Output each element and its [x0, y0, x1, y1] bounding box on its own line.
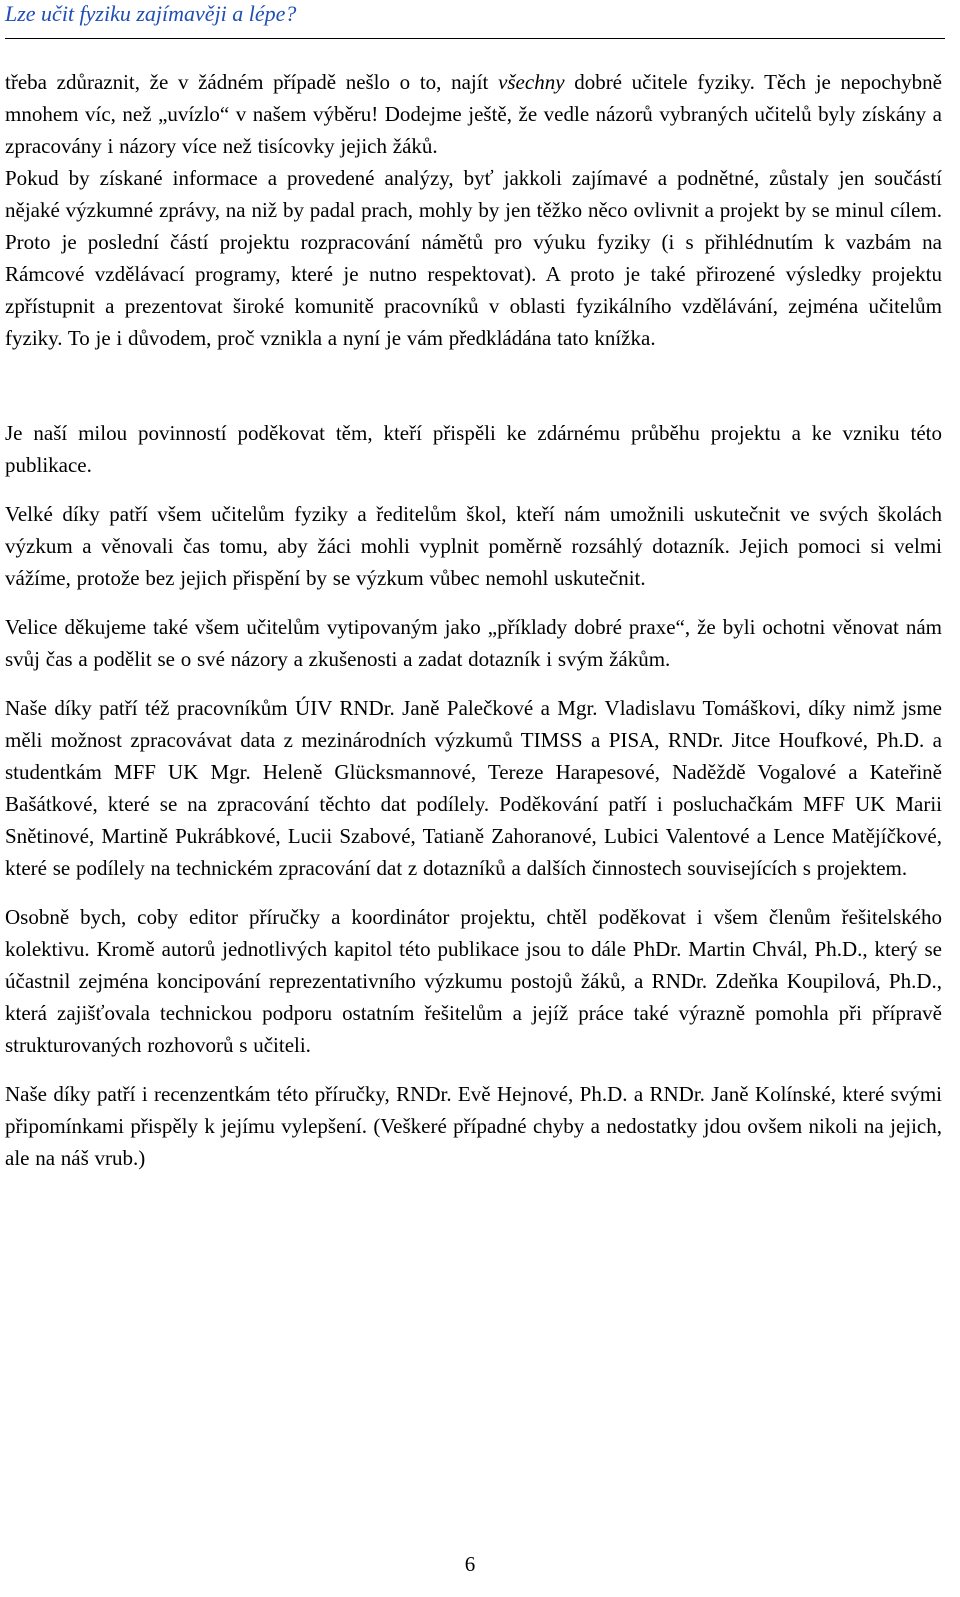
paragraph-2: Pokud by získané informace a provedené analýzy, byť jakkoli zajímavé a podnětné, zůstaly jen součástí nějaké výzkumné zprávy, na niž by padal prach, mohly by jen těžko něco ovlivnit a projekt by se minul cílem. Proto je poslední částí projektu rozpracování námětů pro výuku fyziky (i s přihlédnutím k vazbám na Rámcové vzdělávací programy, které je nutno respektovat). A proto je také přirozené výsledky projektu zpřístupnit a prezentovat široké komunitě pracovníků v oblasti fyzikálního vzdělávání, zejména učitelům fyziky. To je i důvodem, proč vznikla a nyní je vám předkládána tato knížka. [5, 166, 942, 350]
paragraph-3: Je naší milou povinností poděkovat těm, kteří přispěli ke zdárnému průběhu projektu a ke vzniku této publikace. [5, 421, 942, 477]
page-number: 6 [464, 1552, 476, 1576]
paragraph-1-emphasis: všechny [498, 70, 565, 94]
paragraph-7: Osobně bych, coby editor příručky a koordinátor projektu, chtěl poděkovat i všem členům řešitelského kolektivu. Kromě autorů jednotlivých kapitol této publikace jsou to dále PhDr. Martin Chvál, Ph.D., který se účastnil zejména koncipování reprezentativního výzkumu postojů žáků, a RNDr. Zdeňka Koupilová, Ph.D., která zajišťovala technickou podporu ostatním řešitelům a jejíž práce také výrazně pomohla při přípravě strukturovaných rozhovorů s učiteli. [5, 905, 942, 1057]
paragraph-8: Naše díky patří i recenzentkám této příručky, RNDr. Evě Hejnové, Ph.D. a RNDr. Janě Kolínské, které svými připomínkami přispěly k jejímu vylepšení. (Veškeré případné chyby a nedostatky jdou ovšem nikoli na jejich, ale na náš vrub.) [5, 1082, 942, 1170]
document-body [5, 66, 942, 1191]
paragraph-5: Velice děkujeme také všem učitelům vytipovaným jako „příklady dobré praxe“, že byli ochotni věnovat nám svůj čas a podělit se o své názory a zkušenosti a zadat dotazník i svým žákům. [5, 615, 942, 671]
paragraph-6: Naše díky patří též pracovníkům ÚIV RNDr. Janě Palečkové a Mgr. Vladislavu Tomáškovi, díky nimž jsme měli možnost zpracovávat data z mezinárodních výzkumů TIMSS a PISA, RNDr. Jitce Houfkové, Ph.D. a studentkám MFF UK Mgr. Heleně Glücksmannové, Tereze Harapesové, Naděždě Vogalové a Kateřině Bašátkové, které se na zpracování těchto dat podílely. Poděkování patří i posluchačkám MFF UK Marii Snětinové, Martině Pukrábkové, Lucii Szabové, Tatianě Zahoranové, Lubici Valentové a Lence Matějíčkové, které se podílely na technickém zpracování dat z dotazníků a dalších činnostech souvisejících s projektem. [5, 696, 942, 880]
paragraph-1-text-start: třeba zdůraznit, že v žádném případě nešlo o to, najít [5, 70, 499, 94]
page-header [5, 0, 945, 39]
paragraph-1-text-end: dobré učitele fyziky. Těch je nepochybně mnohem víc, než „uvízlo“ v našem výběru! Dodejme ještě, že vedle názorů vybraných učitelů byly získány a zpracovány i názory více než tisícovky jejich žáků. [5, 70, 942, 158]
running-header-title: Lze učit fyziku zajímavěji a lépe? [5, 1, 297, 26]
paragraph-1 [5, 66, 942, 162]
paragraph-4: Velké díky patří všem učitelům fyziky a ředitelům škol, kteří nám umožnili uskutečnit ve svých školách výzkum a věnovali čas tomu, aby žáci mohli vyplnit poměrně rozsáhlý dotazník. Jejich pomoci si velmi vážíme, protože bez jejich přispění by se výzkum vůbec nemohl uskutečnit. [5, 502, 942, 590]
